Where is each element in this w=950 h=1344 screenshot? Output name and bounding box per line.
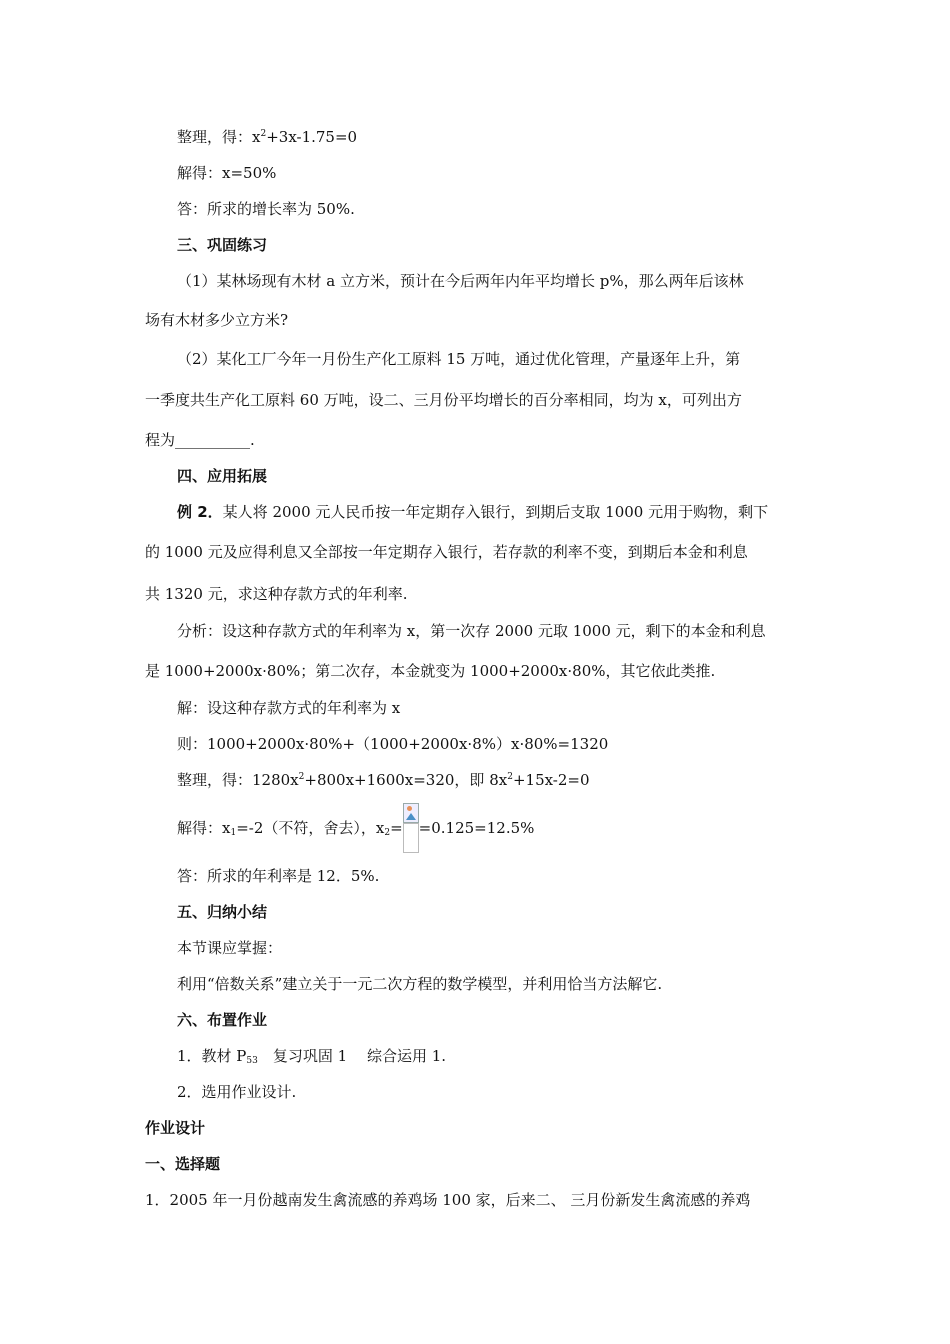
heading-homework-design: 作业设计 [145, 1119, 206, 1137]
homework-line-1: 1．教材 $P_{53}$ 复习巩固 1 综合运用 1. [177, 1047, 447, 1066]
solution-line-1: 解：设这种存款方式的年利率为 x [177, 699, 401, 717]
question-1-line-1: 1．2005 年一月份越南发生禽流感的养鸡场 100 家，后来二、 三月份新发生禽流感的养鸡 [145, 1191, 751, 1209]
homework-line-2: 2．选用作业设计. [177, 1083, 297, 1101]
solve-line-1: 解得：x=50% [177, 164, 277, 182]
solution-line-2: 则：1000+2000x·80%+（1000+2000x·8%）x·80%=1320 [177, 735, 609, 753]
solution-line-3: 整理，得：$1280x^2+800x+1600x=320$，即 $8x^2+15x-2=0$ [177, 771, 590, 789]
answer-line-2: 答：所求的年利率是 12．5%. [177, 867, 380, 885]
solution-line-4: 解得：$x_1=-2$（不符，舍去），$x_2=$ =0.125=12.5% [177, 818, 534, 839]
section-heading-practice: 三、巩固练习 [177, 236, 268, 254]
heading-multiple-choice: 一、选择题 [145, 1155, 221, 1173]
practice-2-line-2: 一季度共生产化工原料 60 万吨，设二、三月份平均增长的百分率相同，均为 x，可列出方 [145, 391, 742, 409]
example-2-line-2: 的 1000 元及应得利息又全部按一年定期存入银行，若存款的利率不变，到期后本金和利息 [145, 543, 748, 561]
practice-1-line-1: （1）某林场现有木材 a 立方米，预计在今后两年内年平均增长 p%，那么两年后该林 [177, 272, 744, 290]
example-2-line-3: 共 1320 元，求这种存款方式的年利率. [145, 585, 408, 603]
simplify-line-1: 整理，得：$x^2+3x-1.75=0$ [177, 128, 358, 146]
practice-2-line-1: （2）某化工厂今年一月份生产化工原料 15 万吨，通过优化管理，产量逐年上升，第 [177, 350, 741, 368]
section-heading-homework: 六、布置作业 [177, 1011, 268, 1029]
practice-1-line-2: 场有木材多少立方米? [145, 311, 289, 329]
analysis-line-1: 分析：设这种存款方式的年利率为 x，第一次存 2000 元取 1000 元，剩下的本金和利息 [177, 622, 766, 640]
summary-line-2: 利用“倍数关系”建立关于一元二次方程的数学模型，并利用恰当方法解它. [177, 975, 663, 993]
example-2-line-1: 例 2．某人将 2000 元人民币按一年定期存入银行，到期后支取 1000 元用于购物，剩下 [177, 503, 769, 521]
section-heading-summary: 五、归纳小结 [177, 903, 268, 921]
section-heading-extension: 四、应用拓展 [177, 467, 268, 485]
fraction-image-placeholder [403, 819, 419, 839]
summary-line-1: 本节课应掌握： [177, 939, 283, 957]
analysis-line-2: 是 1000+2000x·80%；第二次存，本金就变为 1000+2000x·80%，其它依此类推. [145, 662, 716, 680]
answer-line-1: 答：所求的增长率为 50%. [177, 200, 355, 218]
broken-image-icon [403, 803, 419, 823]
practice-2-line-3: 程为__________. [145, 431, 255, 449]
